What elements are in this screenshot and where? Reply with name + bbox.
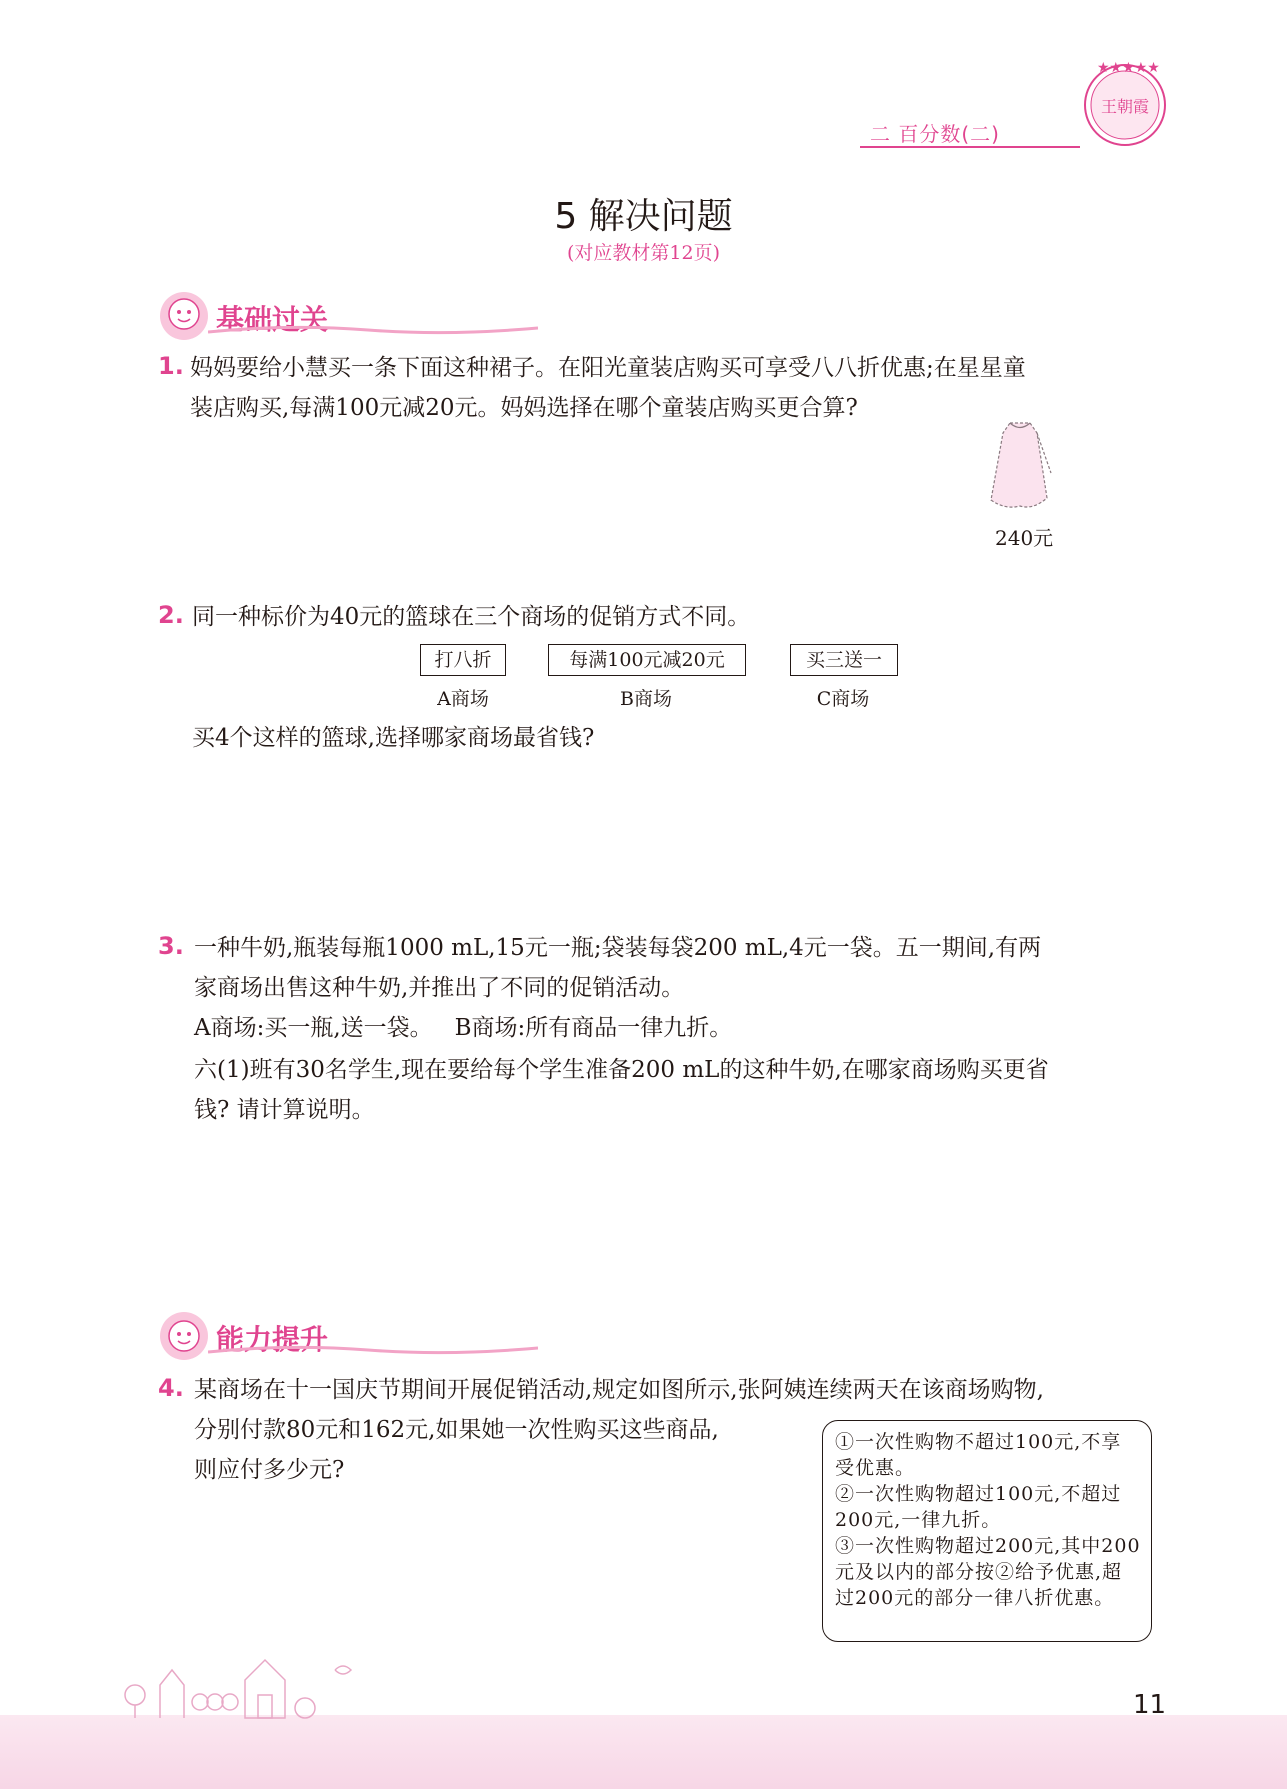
svg-text:★★★★★: ★★★★★ xyxy=(1097,60,1160,76)
mascot-icon xyxy=(158,1310,210,1362)
mall-label-a: A商场 xyxy=(437,688,489,710)
section-title: 基础过关 xyxy=(216,303,329,336)
question-number: 2. xyxy=(158,601,184,629)
mall-label-b: B商场 xyxy=(620,688,672,710)
footer-band xyxy=(0,1715,1287,1789)
section-banner-advanced xyxy=(158,1310,538,1360)
publisher-logo xyxy=(1075,50,1175,150)
question-text: 一种牛奶,瓶装每瓶1000 mL,15元一瓶;袋装每袋200 mL,4元一袋。五一期间,有两 xyxy=(194,935,1042,961)
question-text: 装店购买,每满100元减20元。妈妈选择在哪个童装店购买更合算? xyxy=(190,395,858,421)
section-title: 能力提升 xyxy=(216,1323,329,1356)
question-text: A商场:买一瓶,送一袋。 B商场:所有商品一律九折。 xyxy=(194,1015,733,1041)
banner-underline-icon xyxy=(208,1344,538,1358)
question-text: 买4个这样的篮球,选择哪家商场最省钱? xyxy=(192,725,595,751)
banner-underline-icon xyxy=(208,324,538,338)
promo-box-a: 打八折 xyxy=(420,644,506,676)
mascot-icon xyxy=(158,290,210,342)
question-text: 钱? 请计算说明。 xyxy=(194,1097,375,1123)
mall-label-c: C商场 xyxy=(816,688,870,710)
page-number: 11 xyxy=(1133,1690,1167,1720)
chapter-label: 二 百分数(二) xyxy=(870,122,1000,146)
question-text: 妈妈要给小慧买一条下面这种裙子。在阳光童装店购买可享受八八折优惠;在星星童 xyxy=(190,355,1026,381)
rule-item: ③一次性购物超过200元,其中200元及以内的部分按②给予优惠,超过200元的部分一律八折优惠。 xyxy=(835,1535,1141,1609)
rule-item: ②一次性购物超过100元,不超过200元,一律九折。 xyxy=(835,1483,1122,1531)
question-text: 某商场在十一国庆节期间开展促销活动,规定如图所示,张阿姨连续两天在该商场购物, xyxy=(194,1377,1044,1403)
dress-icon xyxy=(985,418,1055,513)
town-illustration-icon xyxy=(120,1640,440,1720)
chapter-underline xyxy=(860,146,1080,148)
promo-box-c: 买三送一 xyxy=(790,644,898,676)
question-text: 分别付款80元和162元,如果她一次性购买这些商品, xyxy=(194,1417,719,1443)
promotion-rules-box xyxy=(822,1420,1152,1642)
question-number: 3. xyxy=(158,932,184,960)
question-number: 1. xyxy=(158,352,184,380)
question-number: 4. xyxy=(158,1374,184,1402)
dress-price: 240元 xyxy=(995,526,1054,550)
promo-box-b: 每满100元减20元 xyxy=(548,644,746,676)
page-title: 5 解决问题 xyxy=(554,196,733,237)
section-banner-basic xyxy=(158,290,538,340)
page-subtitle: (对应教材第12页) xyxy=(566,242,720,264)
question-text: 同一种标价为40元的篮球在三个商场的促销方式不同。 xyxy=(192,604,751,630)
svg-text:王朝霞: 王朝霞 xyxy=(1100,97,1150,116)
question-text: 家商场出售这种牛奶,并推出了不同的促销活动。 xyxy=(194,975,685,1001)
question-text: 则应付多少元? xyxy=(194,1457,345,1483)
rule-item: ①一次性购物不超过100元,不享受优惠。 xyxy=(835,1431,1122,1479)
question-text: 六(1)班有30名学生,现在要给每个学生准备200 mL的这种牛奶,在哪家商场购买更省 xyxy=(194,1057,1049,1083)
